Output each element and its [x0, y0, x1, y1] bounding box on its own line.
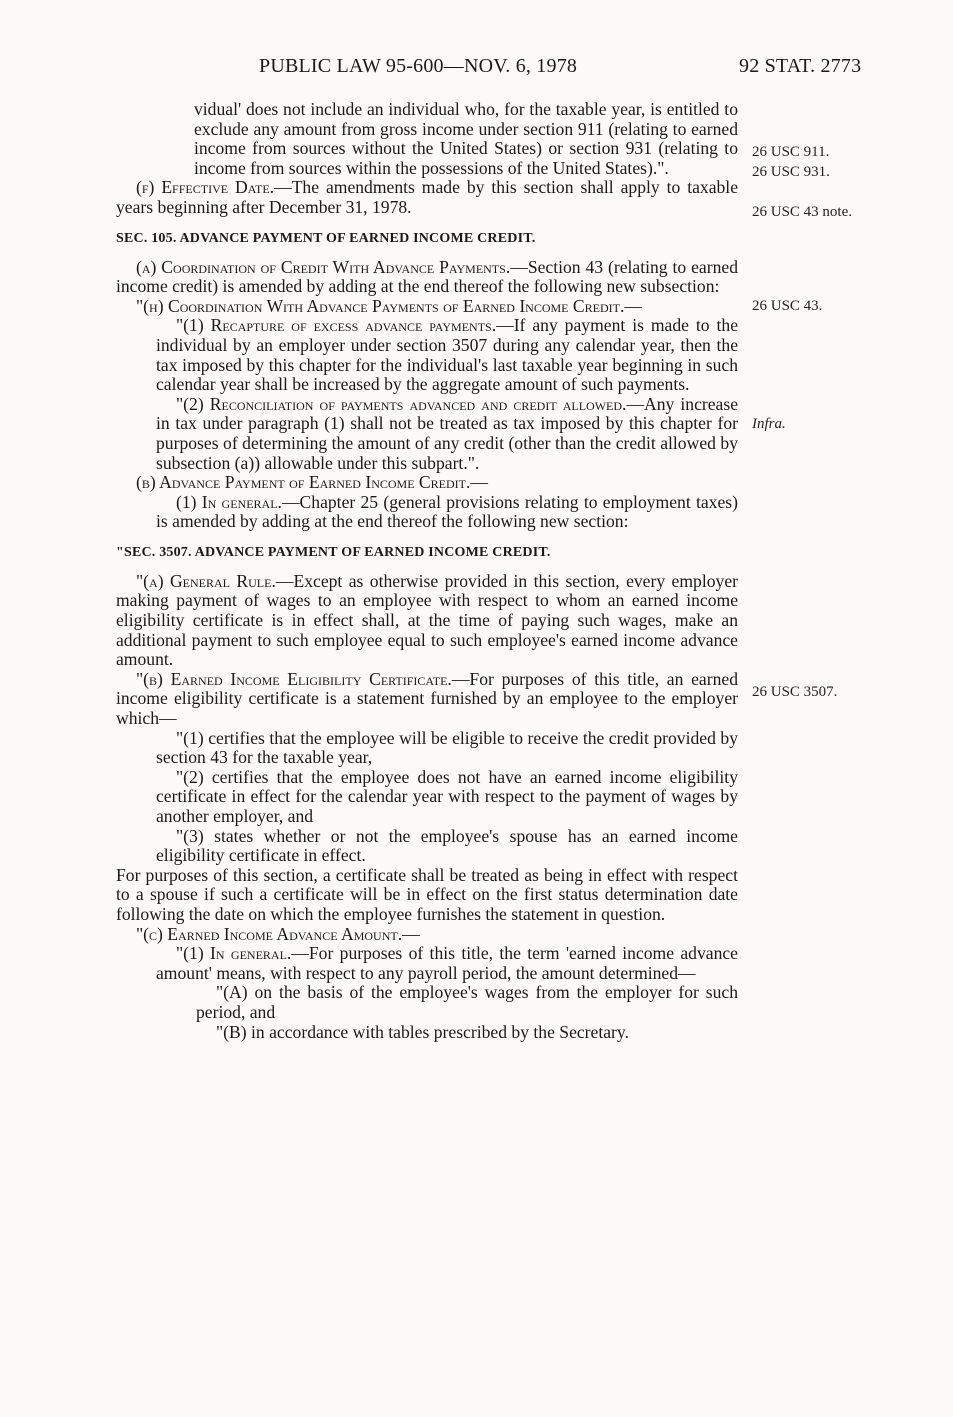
paragraph-b — [116, 473, 738, 493]
text-f: —The amendments made by this section shall apply to taxable years beginning after December 31, 1978. — [116, 177, 738, 217]
paragraph-continuation: vidual' does not include an individual who, for the taxable year, is entitled to exclude any amount from gross income under section 911 (relating to earned income from sources without the United States) or section 931 (relating to income from sources within the possessions of the United States).". — [194, 99, 738, 178]
heading-3507-c1: "(1) In general. — [176, 943, 292, 964]
paragraph-h — [116, 297, 738, 317]
heading-a: (a) Coordination of Credit With Advance Payments. — [136, 256, 511, 277]
paragraph-h2 — [156, 395, 738, 473]
text-h1: —If any payment is made to the individual by an employer under section 3507 during any calendar year, then the tax imposed by this chapter for the individual's last taxable year beginning in such calendar year shall be increased by the aggregate amount of such payments. — [156, 315, 739, 395]
text-3507-a: —Except as otherwise provided in this section, every employer making payment of wages to an employee with respect to whom an earned income eligibility certificate is in effect shall, at the time of paying such wages, make an additional payment to such employee equal to such employee's earned income advance amount. — [116, 570, 738, 670]
paragraph-a — [116, 258, 738, 297]
heading-h: "(h) Coordination With Advance Payments of Earned Income Credit. — [136, 295, 625, 316]
paragraph-3507-b3: "(3) states whether or not the employee's spouse has an earned income eligibility certificate in effect. — [156, 825, 738, 866]
text-b1: —Chapter 25 (general provisions relating to employment taxes) is amended by adding at the end thereof the following new section: — [156, 491, 738, 532]
paragraph-3507-c1 — [156, 944, 738, 983]
paragraph-3507-cB: "(B) in accordance with tables prescribed by the Secretary. — [216, 1021, 629, 1042]
heading-h1: "(1) Recapture of excess advance payments. — [176, 315, 497, 336]
main-text — [116, 100, 738, 1042]
margin-note-43-note: 26 USC 43 note. — [752, 204, 853, 220]
margin-note-911: 26 USC 911. — [752, 144, 830, 160]
margin-note-931: 26 USC 931. — [752, 164, 830, 180]
heading-3507-c: "(c) Earned Income Advance Amount. — [136, 923, 403, 944]
header-law-citation: PUBLIC LAW 95-600—NOV. 6, 1978 — [259, 55, 578, 77]
paragraph-3507-b-closing: For purposes of this section, a certificate shall be treated as being in effect with respect to a spouse if such a certificate will be in effect on the first status determination date following the date on which the employee furnishes the statement in question. — [116, 864, 738, 924]
heading-b: (b) Advance Payment of Earned Income Credit. — [136, 472, 471, 493]
margin-note-3507: 26 USC 3507. — [752, 684, 838, 700]
header-stat-page: 92 STAT. 2773 — [739, 55, 862, 77]
margin-note-43: 26 USC 43. — [752, 298, 823, 314]
text-3507-c1: —For purposes of this title, the term 'earned income advance amount' means, with respect to any payroll period, the amount determined— — [156, 943, 738, 983]
paragraph-f — [116, 178, 738, 217]
text-h2: —Any increase in tax under paragraph (1) shall not be treated as tax imposed by this chapter for purposes of determining the amount of any credit (other than the credit allowed by subsection (a)) allowable under this subpart.". — [156, 393, 739, 473]
running-header — [0, 55, 953, 81]
heading-3507-b: "(b) Earned Income Eligibility Certificate. — [136, 668, 452, 689]
paragraph-3507-a — [116, 572, 738, 670]
paragraph-3507-c — [116, 925, 738, 945]
text-h: — — [624, 295, 642, 316]
paragraph-3507-b1: "(1) certifies that the employee will be eligible to receive the credit provided by section 43 for the taxable year, — [156, 727, 738, 768]
section-3507-heading: "SEC. 3507. ADVANCE PAYMENT OF EARNED INCOME CREDIT. — [116, 544, 551, 560]
paragraph-3507-cA: "(A) on the basis of the employee's wages from the employer for such period, and — [196, 982, 738, 1022]
paragraph-b1 — [156, 493, 738, 532]
paragraph-h1 — [156, 316, 738, 394]
text-b: — — [470, 472, 488, 493]
heading-h2: "(2) Reconciliation of payments advanced and credit allowed. — [176, 393, 627, 414]
heading-b1: (1) In general. — [176, 491, 282, 512]
heading-f: (f) Effective Date. — [136, 177, 275, 198]
section-105-heading: SEC. 105. ADVANCE PAYMENT OF EARNED INCOME CREDIT. — [116, 230, 536, 246]
heading-3507-a: "(a) General Rule. — [136, 570, 276, 591]
margin-note-infra — [752, 415, 786, 433]
text-3507-c: — — [402, 923, 420, 944]
text-3507-b: —For purposes of this title, an earned income eligibility certificate is a statement furnished by an employee to the employer which— — [116, 668, 738, 729]
paragraph-3507-b — [116, 670, 738, 729]
infra-text: Infra. — [752, 416, 786, 432]
paragraph-3507-b2: "(2) certifies that the employee does not have an earned income eligibility certificate in effect for the calendar year with respect to the payment of wages by another employer, and — [156, 766, 738, 826]
text-a: —Section 43 (relating to earned income credit) is amended by adding at the end thereof the following new subsection: — [116, 256, 738, 297]
